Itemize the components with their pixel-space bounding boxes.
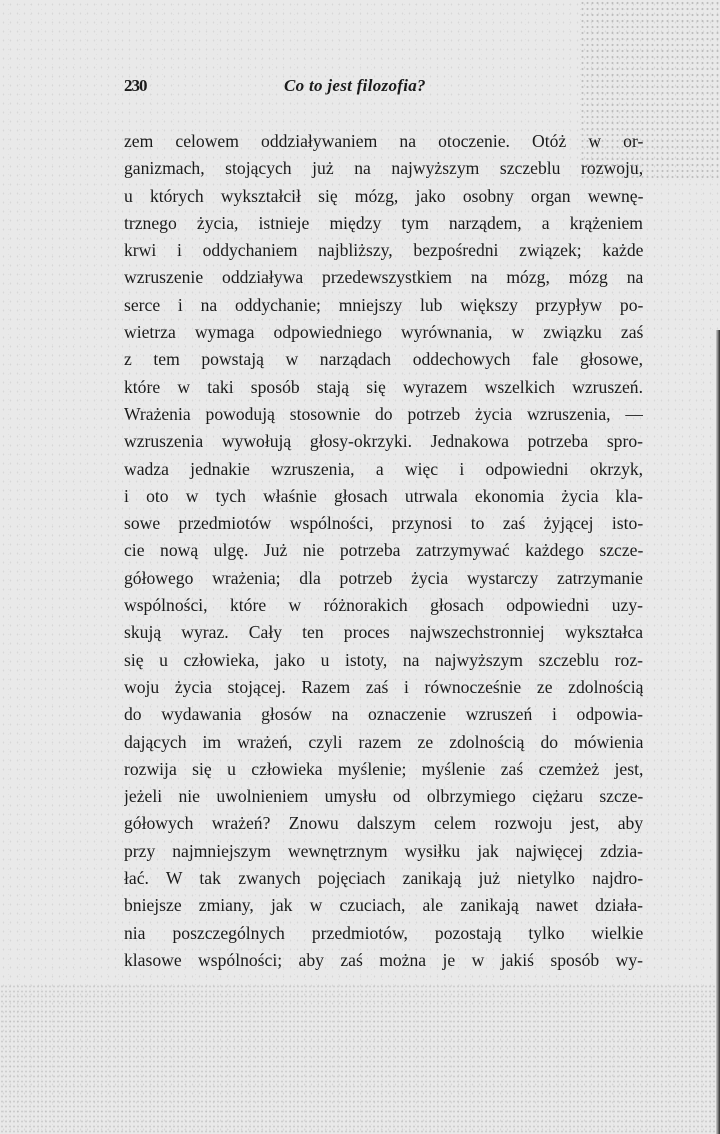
text-line: ganizmach, stojących już na najwyższym szczeblu rozwoju, [124,158,643,179]
text-line: wzruszenie oddziaływa przedewszystkiem na mózg, mózg na [124,267,643,288]
text-line: woju życia stojącej. Razem zaś i równocześnie ze zdolnością [124,676,643,697]
text-line: się u człowieka, jako u istoty, na najwyższym szczeblu roz- [124,649,643,670]
text-line: serce i na oddychanie; mniejszy lub większy przypływ po- [124,294,643,315]
text-line: trznego życia, istnieje między tym narządem, a krążeniem [124,212,643,233]
text-line: nia poszczególnych przedmiotów, pozostają tylko wielkie [124,922,643,943]
text-line: z tem powstają w narządach oddechowych fale głosowe, [124,349,643,370]
text-line: skują wyraz. Cały ten proces najwszechstronniej wykształca [124,622,643,643]
paper-speckle-bottom [0,984,720,1134]
text-line: gółowych wrażeń? Znowu dalszym celem rozwoju jest, aby [124,813,643,834]
text-line: klasowe wspólności; aby zaś można je w jakiś sposób wy- [124,949,643,970]
text-line: wzruszenia wywołują głosy-okrzyki. Jednakowa potrzeba spro- [124,431,643,452]
text-line: rozwija się u człowieka myślenie; myślenie zaś czemżeż jest, [124,758,643,779]
running-title: Co to jest filozofia? [284,76,426,95]
text-line: wadza jednakie wzruszenia, a więc i odpowiedni okrzyk, [124,458,643,479]
text-line: wietrza wymaga odpowiedniego wyrównania, w związku zaś [124,322,643,343]
text-line: krwi i oddychaniem najbliższy, bezpośredni związek; każde [124,240,643,261]
text-line: sowe przedmiotów wspólności, przynosi to zaś żyjącej isto- [124,513,643,534]
text-line: cie nową ulgę. Już nie potrzeba zatrzymywać każdego szcze- [124,540,643,561]
text-line: jeżeli nie uwolnieniem umysłu od olbrzymiego ciężaru szcze- [124,786,643,807]
text-line: i oto w tych właśnie głosach utrwala ekonomia życia kla- [124,485,643,506]
text-line: Wrażenia powodują stosownie do potrzeb życia wzruszenia, — [124,403,643,424]
text-line: u których wykształcił się mózg, jako osobny organ wewnę- [124,185,643,206]
text-line: do wydawania głosów na oznaczenie wzruszeń i odpowia- [124,704,643,725]
page-edge-shadow [716,330,720,1134]
text-line: zem celowem oddziaływaniem na otoczenie. Otóż w or- [124,131,643,151]
page-number: 230 [124,76,147,95]
page-header [124,76,643,100]
text-line: wspólności, które w różnorakich głosach odpowiedni uzy- [124,595,643,616]
text-line: bniejsze zmiany, jak w czuciach, ale zanikają nawet działa- [124,895,643,916]
text-line: gółowego wrażenia; dla potrzeb życia wystarczy zatrzymanie [124,567,643,588]
text-line: które w taki sposób stają się wyrazem wszelkich wzruszeń. [124,376,643,397]
text-line: dających im wrażeń, czyli razem ze zdolnością do mówienia [124,731,643,752]
body-text [124,128,643,974]
text-line: przy najmniejszym wewnętrznym wysiłku jak najwięcej zdzia- [124,840,643,861]
text-line: łać. W tak zwanych pojęciach zanikają już nietylko najdro- [124,868,643,889]
